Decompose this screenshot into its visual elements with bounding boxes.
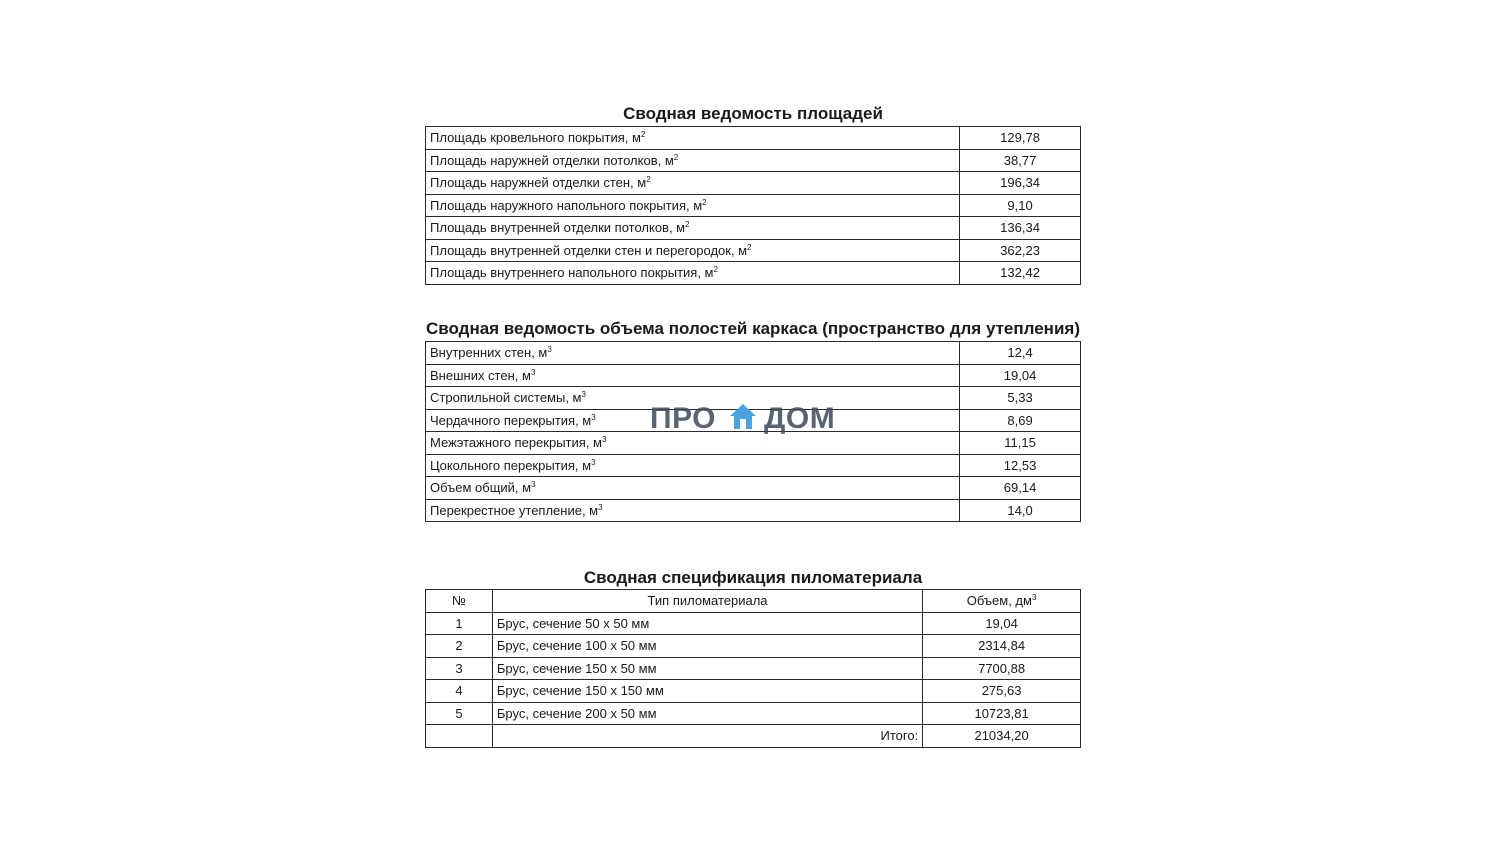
lumber-row: [426, 702, 1081, 725]
lumber-row: [426, 635, 1081, 658]
row-num: 4: [426, 680, 493, 703]
lumber-header-row: [426, 590, 1081, 613]
row-value: 38,77: [960, 149, 1081, 172]
row-value: 19,04: [960, 364, 1081, 387]
total-empty-cell: [426, 725, 493, 748]
volume-row: [426, 364, 1081, 387]
lumber-row: [426, 612, 1081, 635]
row-num: 3: [426, 657, 493, 680]
row-value: 9,10: [960, 194, 1081, 217]
row-label: Площадь внутренней отделки стен и перегородок, $м^2$: [426, 239, 960, 262]
volume-row: [426, 454, 1081, 477]
volumes-title: Сводная ведомость объема полостей каркаса (пространство для утепления): [425, 319, 1080, 338]
volume-row: [426, 342, 1081, 365]
row-type: Брус, сечение 100 х 50 мм: [492, 635, 922, 658]
area-row: [426, 217, 1081, 240]
row-label: Площадь наружного напольного покрытия, $м^2$: [426, 194, 960, 217]
area-row: [426, 149, 1081, 172]
total-label: Итого:: [492, 725, 922, 748]
row-label: Площадь наружней отделки потолков, $м^2$: [426, 149, 960, 172]
row-label: Объем общий, $м^3$: [426, 477, 960, 500]
house-icon: [728, 402, 758, 432]
row-num: 2: [426, 635, 493, 658]
lumber-row: [426, 657, 1081, 680]
lumber-title: Сводная спецификация пиломатериала: [583, 568, 923, 587]
row-label: Межэтажного перекрытия, $м^3$: [426, 432, 960, 455]
row-num: 1: [426, 612, 493, 635]
row-value: 132,42: [960, 262, 1081, 285]
area-row: [426, 172, 1081, 195]
row-volume: 275,63: [923, 680, 1081, 703]
row-value: 129,78: [960, 127, 1081, 150]
row-label: Стропильной системы, $м^3$: [426, 387, 960, 410]
area-row: [426, 194, 1081, 217]
prodom-logo: [650, 402, 850, 446]
areas-title: Сводная ведомость площадей: [623, 104, 883, 123]
lumber-total-row: [426, 725, 1081, 748]
logo-text-right: ДОМ: [764, 402, 836, 435]
row-value: 12,4: [960, 342, 1081, 365]
row-volume: 19,04: [923, 612, 1081, 635]
row-label: Внешних стен, $м^3$: [426, 364, 960, 387]
area-row: [426, 127, 1081, 150]
row-type: Брус, сечение 150 х 150 мм: [492, 680, 922, 703]
row-label: Площадь наружней отделки стен, $м^2$: [426, 172, 960, 195]
row-label: Перекрестное утепление, $м^3$: [426, 499, 960, 522]
row-num: 5: [426, 702, 493, 725]
lumber-table: [425, 589, 1081, 748]
row-label: Площадь внутреннего напольного покрытия, $м^2$: [426, 262, 960, 285]
row-value: 69,14: [960, 477, 1081, 500]
header-num: №: [426, 590, 493, 613]
row-volume: 10723,81: [923, 702, 1081, 725]
row-label: Чердачного перекрытия, $м^3$: [426, 409, 960, 432]
header-type: Тип пиломатериала: [492, 590, 922, 613]
area-row: [426, 239, 1081, 262]
row-type: Брус, сечение 200 х 50 мм: [492, 702, 922, 725]
row-value: 11,15: [960, 432, 1081, 455]
header-volume: Объем, $дм^3$: [923, 590, 1081, 613]
row-value: 196,34: [960, 172, 1081, 195]
area-row: [426, 262, 1081, 285]
row-label: Цокольного перекрытия, $м^3$: [426, 454, 960, 477]
row-value: 136,34: [960, 217, 1081, 240]
cut-off-footnote: [432, 754, 782, 760]
row-volume: 7700,88: [923, 657, 1081, 680]
row-value: 362,23: [960, 239, 1081, 262]
row-type: Брус, сечение 150 х 50 мм: [492, 657, 922, 680]
volume-row: [426, 499, 1081, 522]
areas-table: [425, 126, 1081, 285]
row-value: 5,33: [960, 387, 1081, 410]
row-volume: 2314,84: [923, 635, 1081, 658]
row-label: Площадь кровельного покрытия, $м^2$: [426, 127, 960, 150]
row-value: 8,69: [960, 409, 1081, 432]
volume-row: [426, 477, 1081, 500]
row-value: 14,0: [960, 499, 1081, 522]
row-label: Внутренних стен, $м^3$: [426, 342, 960, 365]
logo-text-left: ПРО: [650, 402, 717, 435]
row-value: 12,53: [960, 454, 1081, 477]
row-type: Брус, сечение 50 х 50 мм: [492, 612, 922, 635]
total-value: 21034,20: [923, 725, 1081, 748]
lumber-row: [426, 680, 1081, 703]
row-label: Площадь внутренней отделки потолков, $м^2$: [426, 217, 960, 240]
